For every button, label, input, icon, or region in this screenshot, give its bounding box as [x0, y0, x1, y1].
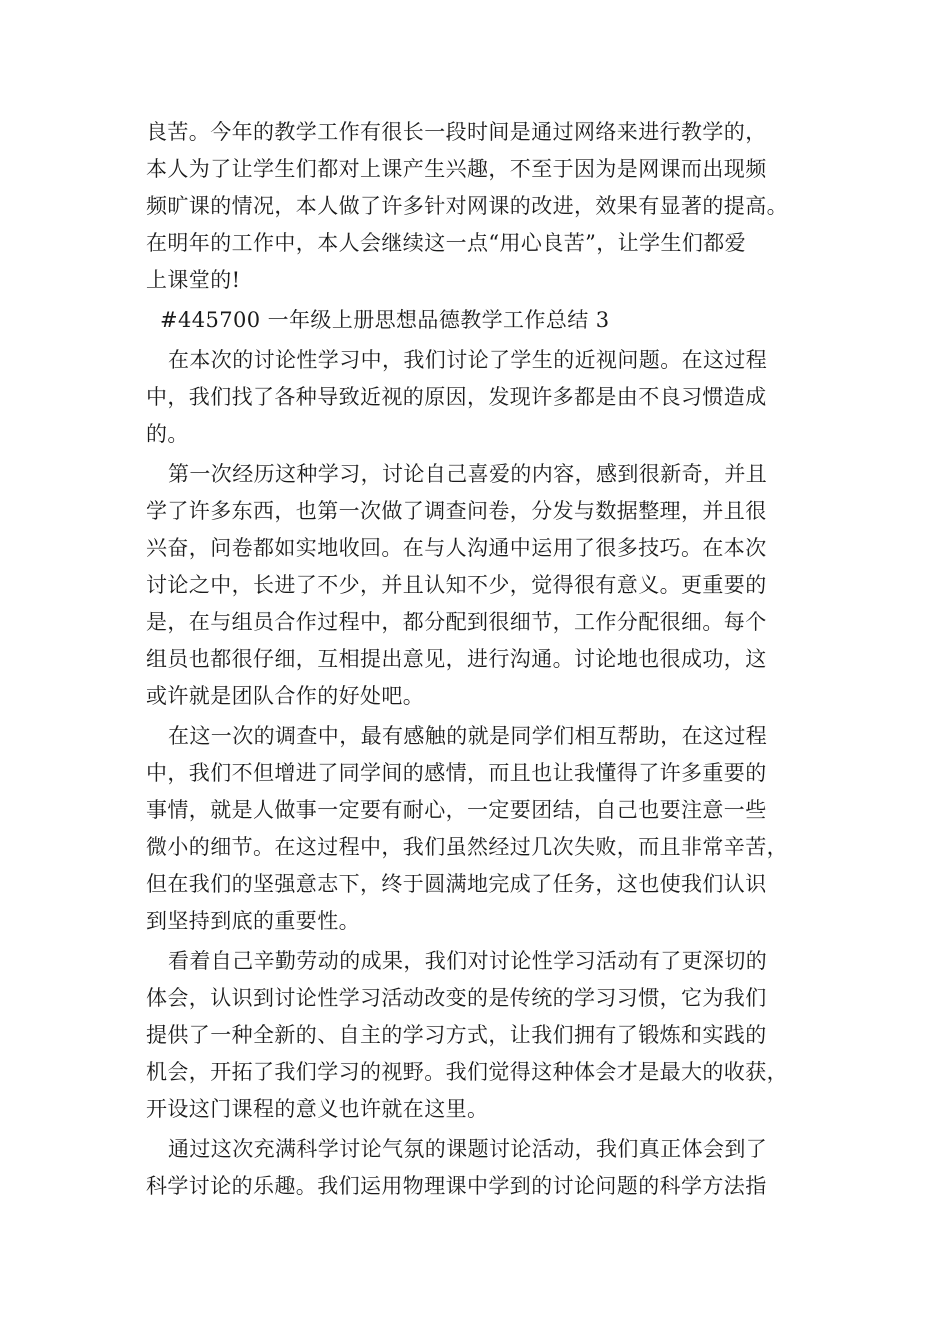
paragraph — [146, 342, 816, 453]
text-line: 学了许多东西，也第一次做了调查问卷，分发与数据整理，并且很 — [146, 499, 767, 523]
text-line: 频旷课的情况，本人做了许多针对网课的改进，效果有显著的提高。 — [146, 194, 788, 218]
text-line: 兴奋，问卷都如实地收回。在与人沟通中运用了很多技巧。在本次 — [146, 536, 767, 560]
text-line: 看着自己辛勤劳动的成果，我们对讨论性学习活动有了更深切的 — [168, 949, 768, 973]
text-line: 组员也都很仔细，互相提出意见，进行沟通。讨论地也很成功，这 — [146, 647, 767, 671]
paragraph — [146, 943, 816, 1128]
text-line: 的。 — [146, 422, 189, 446]
text-line: 在明年的工作中，本人会继续这一点“用心良苦”，让学生们都爱 — [146, 231, 747, 255]
text-line: 机会，开拓了我们学习的视野。我们觉得这种体会才是最大的收获， — [146, 1060, 788, 1084]
text-line: 开设这门课程的意义也许就在这里。 — [146, 1097, 489, 1121]
paragraph — [146, 718, 816, 940]
text-line: 体会，认识到讨论性学习活动改变的是传统的学习习惯，它为我们 — [146, 986, 767, 1010]
text-line: 到坚持到底的重要性。 — [146, 909, 360, 933]
paragraph — [146, 456, 816, 715]
text-line: 中，我们找了各种导致近视的原因，发现许多都是由不良习惯造成 — [146, 385, 767, 409]
text-line: 通过这次充满科学讨论气氛的课题讨论活动，我们真正体会到了 — [168, 1137, 768, 1161]
text-line: 良苦。今年的教学工作有很长一段时间是通过网络来进行教学的， — [146, 120, 767, 144]
text-line: 本人为了让学生们都对上课产生兴趣，不至于因为是网课而出现频 — [146, 157, 767, 181]
text-line: 或许就是团队合作的好处吧。 — [146, 684, 425, 708]
text-line: 讨论之中，长进了不少，并且认知不少，觉得很有意义。更重要的 — [146, 573, 767, 597]
text-line: 事情，就是人做事一定要有耐心，一定要团结，自己也要注意一些 — [146, 798, 767, 822]
text-line: 是，在与组员合作过程中，都分配到很细节，工作分配很细。每个 — [146, 610, 767, 634]
intro-paragraph — [146, 114, 816, 299]
text-line: 上课堂的! — [146, 268, 241, 292]
text-line: 科学讨论的乐趣。我们运用物理课中学到的讨论问题的科学方法指 — [146, 1174, 767, 1198]
text-line: 在这一次的调查中，最有感触的就是同学们相互帮助，在这过程 — [168, 724, 768, 748]
paragraph — [146, 1131, 816, 1205]
text-line: 但在我们的坚强意志下，终于圆满地完成了任务，这也使我们认识 — [146, 872, 767, 896]
text-line: 提供了一种全新的、自主的学习方式，让我们拥有了锻炼和实践的 — [146, 1023, 767, 1047]
text-line: 第一次经历这种学习，讨论自己喜爱的内容，感到很新奇，并且 — [168, 462, 768, 486]
document-body — [146, 114, 816, 1205]
section-heading: #445700 一年级上册思想品德教学工作总结 3 — [160, 308, 610, 332]
text-line: 中，我们不但增进了同学间的感情，而且也让我懂得了许多重要的 — [146, 761, 767, 785]
text-line: 微小的细节。在这过程中，我们虽然经过几次失败，而且非常辛苦， — [146, 835, 788, 859]
text-line: 在本次的讨论性学习中，我们讨论了学生的近视问题。在这过程 — [168, 348, 768, 372]
